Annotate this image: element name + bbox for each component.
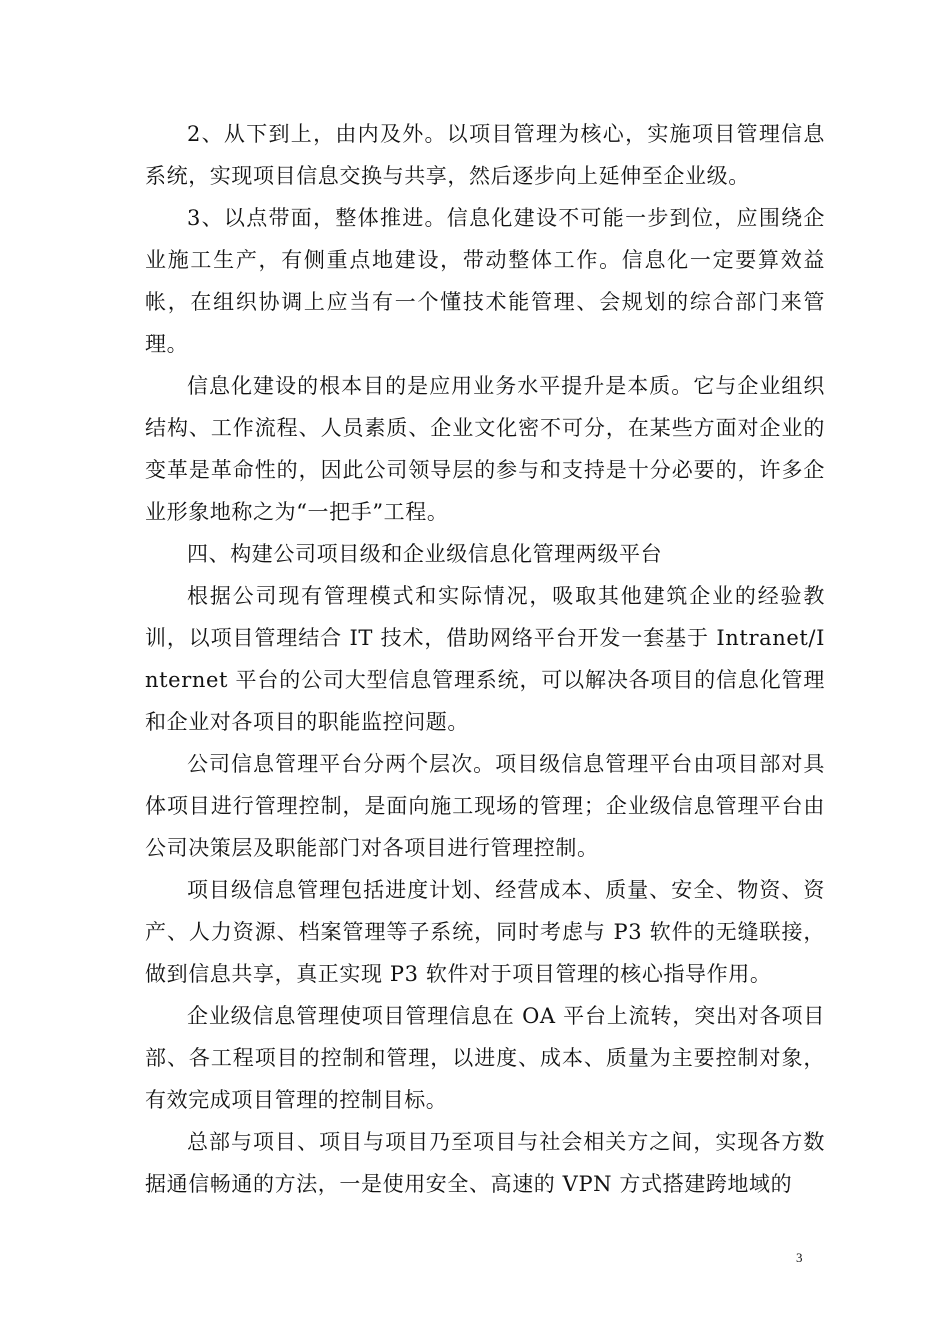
paragraph-platform-levels: 公司信息管理平台分两个层次。项目级信息管理平台由项目部对具体项目进行管理控制，是面向施工现场的管理；企业级信息管理平台由公司决策层及职能部门对各项目进行管理控制。 bbox=[145, 752, 825, 860]
paragraph-enterprise-level: 企业级信息管理使项目管理信息在 OA 平台上流转，突出对各项目部、各工程项目的控制和管理，以进度、成本、质量为主要控制对象，有效完成项目管理的控制目标。 bbox=[145, 1004, 825, 1112]
paragraph-system-overview: 根据公司现有管理模式和实际情况，吸取其他建筑企业的经验教训，以项目管理结合 IT 技术，借助网络平台开发一套基于 Intranet/Internet 平台的公司大型信息管理系统，可以解决各项目的信息化管理和企业对各项目的职能监控问题。 bbox=[145, 584, 825, 734]
paragraph-communication: 总部与项目、项目与项目乃至项目与社会相关方之间，实现各方数据通信畅通的方法，一是使用安全、高速的 VPN 方式搭建跨地域的 bbox=[145, 1130, 825, 1196]
section-heading-four: 四、构建公司项目级和企业级信息化管理两级平台 bbox=[187, 542, 663, 566]
paragraph-principle-2: 2、从下到上，由内及外。以项目管理为核心，实施项目管理信息系统，实现项目信息交换与共享，然后逐步向上延伸至企业级。 bbox=[145, 122, 825, 188]
paragraph-purpose: 信息化建设的根本目的是应用业务水平提升是本质。它与企业组织结构、工作流程、人员素质、企业文化密不可分，在某些方面对企业的变革是革命性的，因此公司领导层的参与和支持是十分必要的，许多企业形象地称之为“一把手”工程。 bbox=[145, 374, 825, 524]
paragraph-project-level: 项目级信息管理包括进度计划、经营成本、质量、安全、物资、资产、人力资源、档案管理等子系统，同时考虑与 P3 软件的无缝联接，做到信息共享，真正实现 P3 软件对于项目管理的核心指导作用。 bbox=[145, 878, 825, 986]
paragraph-principle-3: 3、以点带面，整体推进。信息化建设不可能一步到位，应围绕企业施工生产，有侧重点地建设，带动整体工作。信息化一定要算效益帐，在组织协调上应当有一个懂技术能管理、会规划的综合部门来管理。 bbox=[145, 206, 825, 356]
page-number: 3 bbox=[796, 1250, 803, 1265]
document-body bbox=[145, 113, 825, 1205]
